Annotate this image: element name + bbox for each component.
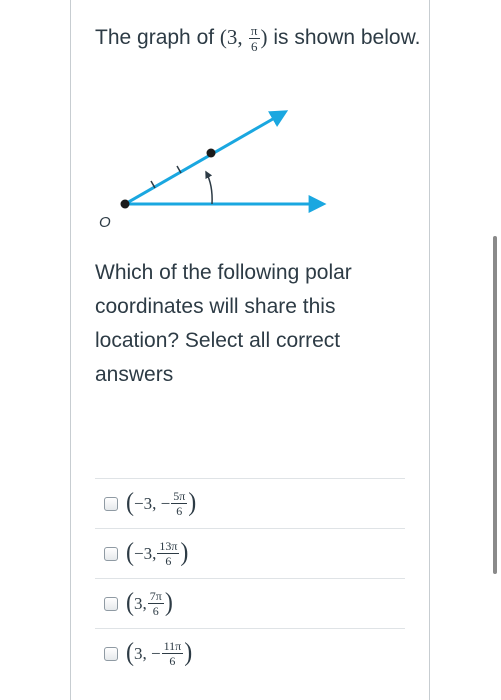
answer-option-1[interactable] [95,479,405,529]
fraction-numerator: 5π [173,489,186,503]
fraction-denominator: 6 [152,604,159,618]
answer-fraction [162,640,184,667]
prompt-text-after: is shown below. [267,26,421,49]
plotted-point [207,149,216,158]
point-close: ) [260,25,268,49]
answer-checkbox[interactable] [104,647,118,661]
answer-checkbox[interactable] [104,547,118,561]
answer-prefix: −3, [134,543,157,563]
fraction-numerator: 11π [163,639,182,653]
origin-point [121,200,130,209]
answer-label: ( −3, − $\frac{5\pi}{6}$ ) [126,488,197,518]
answer-fraction [157,540,179,567]
answer-fraction [171,490,187,517]
answer-checkbox[interactable] [104,597,118,611]
prompt-text-before: The graph of [95,26,220,49]
angle-arc-arrow [206,172,212,204]
answer-list [95,478,405,678]
question-text: Which of the following polar coordinates will share this location? Select all correct answers [95,261,352,386]
fraction-denominator: 6 [169,654,176,668]
answer-prefix: 3, [134,593,147,613]
answer-label: ( −3, $\frac{13\pi}{6}$ ) [126,538,189,568]
fraction-numerator: 7π [149,589,162,603]
answer-option-4[interactable] [95,629,405,678]
answer-option-3[interactable] [95,579,405,629]
answer-prefix: −3, − [134,493,171,513]
question-prompt [95,20,425,55]
answer-fraction [148,590,164,617]
answer-label: ( 3, − $\frac{11\pi}{6}$ ) [126,638,193,668]
point-angle-fraction [249,24,260,53]
point-open: (3, [219,25,248,49]
fraction-numerator: 13π [159,539,178,553]
origin-label: O [99,214,111,231]
fraction-numerator: π [250,22,258,38]
polar-graph [95,100,340,240]
answer-option-2[interactable] [95,529,405,579]
answer-prefix: 3, − [134,643,161,663]
fraction-denominator: 6 [250,38,258,54]
terminal-ray [125,112,285,204]
scrollbar[interactable] [493,236,497,574]
fraction-denominator: 6 [176,504,183,518]
answer-checkbox[interactable] [104,497,118,511]
answer-label: ( 3, $\frac{7\pi}{6}$ ) [126,588,173,618]
fraction-denominator: 6 [165,554,172,568]
